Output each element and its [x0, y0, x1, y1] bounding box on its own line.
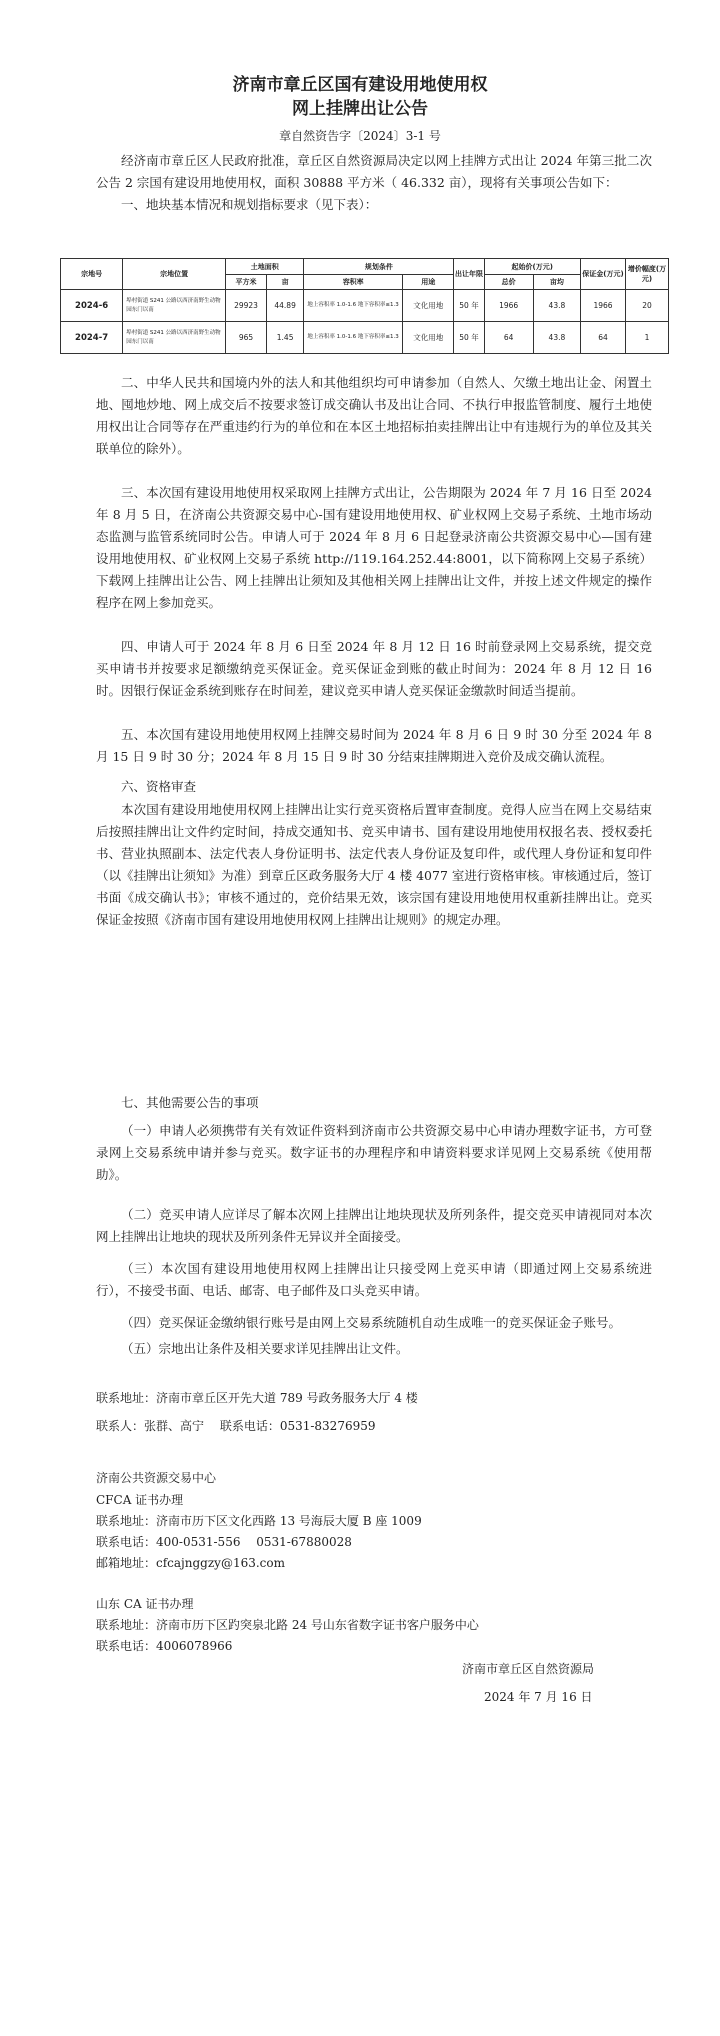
- section-7-item-5: （五）宗地出让条件及相关要求详见挂牌出让文件。: [121, 1341, 409, 1356]
- header-plot-no: 宗地号: [61, 259, 123, 290]
- intro-paragraph: 经济南市章丘区人民政府批准，章丘区自然资源局决定以网上挂牌方式出让 2024 年第三批二次公告 2 宗国有建设用地使用权，面积 30888 平方米（ 46.332 亩），现将有关事项公告如下：: [96, 153, 652, 190]
- contact-address: 联系地址：济南市章丘区开先大道 789 号政务服务大厅 4 楼: [96, 1391, 418, 1405]
- shandong-ca-phone: 联系电话：4006078966: [96, 1639, 233, 1653]
- section-7-item-2: （二）竞买申请人应详尽了解本次网上挂牌出让地块现状及所列条件，提交竞买申请视同对本次网上挂牌出让地块的现状及所列条件无异议并全面接受。: [96, 1207, 652, 1244]
- cell-location: 埠村街道 S241 公路以西济南野生动物园东门以南: [123, 322, 226, 354]
- cell-use: 文化用地: [403, 322, 454, 354]
- cell-total: 64: [484, 322, 533, 354]
- header-years: 出让年限: [454, 259, 484, 290]
- header-per-mu: 亩均: [533, 275, 580, 290]
- title-line-2: 网上挂牌出让公告: [292, 99, 428, 119]
- section-3-paragraph: 三、本次国有建设用地使用权采取网上挂牌方式出让，公告期限为 2024 年 7 月 16 日至 2024 年 8 月 5 日，在济南公共资源交易中心-国有建设用地使用权、矿业权网上交易子系统、土地市场动态监测与监管系统同时公告。申请人可于 2024 年 8 月 6 日起登录济南公共资源交易中心—国有建设用地使用权、矿业权网上交易子系统 http://119.164.252.44:8001，以下简称网上交易子系统）下载网上挂牌出让公告、网上挂牌出让须知及其他相关网上挂牌出让文件，并按上述文件规定的操作程序在网上参加竞买。: [96, 485, 652, 610]
- table-row: [61, 322, 669, 354]
- cell-capacity: 地上容积率 1.0-1.6 地下容积率≤1.3: [304, 290, 403, 322]
- cell-years: 50 年: [454, 322, 484, 354]
- header-area-sqm: 平方米: [226, 275, 267, 290]
- cell-location: 埠村街道 S241 公路以西济南野生动物园东门以南: [123, 290, 226, 322]
- section-5-paragraph: 五、本次国有建设用地使用权网上挂牌交易时间为 2024 年 8 月 6 日 9 时 30 分至 2024 年 8 月 15 日 9 时 30 分；2024 年 8 月 15 日 9 时 30 分结束挂牌期进入竞价及成交确认流程。: [96, 727, 652, 764]
- cell-area-sqm: 29923: [226, 290, 267, 322]
- contact-person: 联系人：张群、高宁 联系电话：0531-83276959: [96, 1419, 376, 1433]
- section-4-paragraph: 四、申请人可于 2024 年 8 月 6 日至 2024 年 8 月 12 日 16 时前登录网上交易系统，提交竞买申请书并按要求足额缴纳竞买保证金。竞买保证金到账的截止时间为：2024 年 8 月 12 日 16 时。因银行保证金系统到账存在时间差，建议竞买申请人竞买保证金缴款时间适当提前。: [96, 639, 652, 698]
- section-6-paragraph: 本次国有建设用地使用权网上挂牌出让实行竞买资格后置审查制度。竞得人应当在网上交易结束后按照挂牌出让文件约定时间，持成交通知书、竞买申请书、国有建设用地使用权报名表、授权委托书、营业执照副本、法定代表人身份证明书、法定代表人身份证及复印件，或代理人身份证和复印件（以《挂牌出让须知》为准）到章丘区政务服务大厅 4 楼 4077 室进行资格审核。审核通过后，签订书面《成交确认书》；审核不通过的，竞价结果无效，该宗国有建设用地使用权重新挂牌出让。竞买保证金按照《济南市国有建设用地使用权网上挂牌出让规则》的规定办理。: [96, 802, 652, 927]
- cell-per-mu: 43.8: [533, 290, 580, 322]
- section-6-heading: 六、资格审查: [121, 779, 197, 794]
- cell-capacity: 地上容积率 1.0-1.6 地下容积率≤1.3: [304, 322, 403, 354]
- section-7-item-1: （一）申请人必须携带有关有效证件资料到济南市公共资源交易中心申请办理数字证书，方可登录网上交易系统申请并参与竞买。数字证书的办理程序和申请资料要求详见网上交易系统《使用帮助》。: [96, 1123, 652, 1182]
- cell-plot-no: 2024-6: [61, 290, 123, 322]
- cfca-address: 联系地址：济南市历下区文化西路 13 号海辰大厦 B 座 1009: [96, 1514, 422, 1528]
- header-capacity: 容积率: [304, 275, 403, 290]
- cfca-title: CFCA 证书办理: [96, 1493, 184, 1507]
- section-7-item-4: （四）竞买保证金缴纳银行账号是由网上交易系统随机自动生成唯一的竞买保证金子账号。: [121, 1315, 622, 1330]
- document-number: 章自然资告字〔2024〕3-1 号: [279, 129, 441, 143]
- cell-years: 50 年: [454, 290, 484, 322]
- signature-organization: 济南市章丘区自然资源局: [462, 1662, 595, 1676]
- cell-use: 文化用地: [403, 290, 454, 322]
- cell-total: 1966: [484, 290, 533, 322]
- section-7-heading: 七、其他需要公告的事项: [121, 1095, 259, 1110]
- cell-deposit: 64: [580, 322, 625, 354]
- header-start-price: 起始价(万元): [484, 259, 580, 275]
- cell-increment: 1: [626, 322, 669, 354]
- signature-date: 2024 年 7 月 16 日: [484, 1690, 593, 1704]
- plot-table: [60, 258, 669, 354]
- cfca-phone: 联系电话：400-0531-556 0531-67880028: [96, 1535, 352, 1549]
- cfca-email: 邮箱地址：cfcajnggzy@163.com: [96, 1556, 285, 1570]
- cell-area-mu: 1.45: [266, 322, 304, 354]
- section-2-paragraph: 二、中华人民共和国境内外的法人和其他组织均可申请参加（自然人、欠缴土地出让金、闲置土地、囤地炒地、网上成交后不按要求签订成交确认书及出让合同、不执行申报监管制度、履行土地使用权出让合同等存在严重违约行为的单位和在本区土地招标拍卖挂牌出让中有违规行为的单位及其关联单位的除外）。: [96, 375, 652, 456]
- header-use: 用途: [403, 275, 454, 290]
- cell-deposit: 1966: [580, 290, 625, 322]
- table-row: [61, 290, 669, 322]
- header-deposit: 保证金(万元): [580, 259, 625, 290]
- shandong-ca-address: 联系地址：济南市历下区趵突泉北路 24 号山东省数字证书客户服务中心: [96, 1618, 479, 1632]
- cell-per-mu: 43.8: [533, 322, 580, 354]
- shandong-ca-title: 山东 CA 证书办理: [96, 1597, 194, 1611]
- cell-area-sqm: 965: [226, 322, 267, 354]
- header-planning: 规划条件: [304, 259, 454, 275]
- section-7-item-3: （三）本次国有建设用地使用权网上挂牌出让只接受网上竞买申请（即通过网上交易系统进行），不接受书面、电话、邮寄、电子邮件及口头竞买申请。: [96, 1261, 652, 1298]
- section-1-heading: 一、地块基本情况和规划指标要求（见下表）：: [121, 197, 378, 212]
- jinan-center-name: 济南公共资源交易中心: [96, 1471, 217, 1485]
- header-area-mu: 亩: [266, 275, 304, 290]
- cell-increment: 20: [626, 290, 669, 322]
- header-area: 土地面积: [226, 259, 304, 275]
- header-increment: 增价幅度(万元): [626, 259, 669, 290]
- header-total: 总价: [484, 275, 533, 290]
- header-location: 宗地位置: [123, 259, 226, 290]
- title-line-1: 济南市章丘区国有建设用地使用权: [232, 75, 488, 95]
- cell-area-mu: 44.89: [266, 290, 304, 322]
- cell-plot-no: 2024-7: [61, 322, 123, 354]
